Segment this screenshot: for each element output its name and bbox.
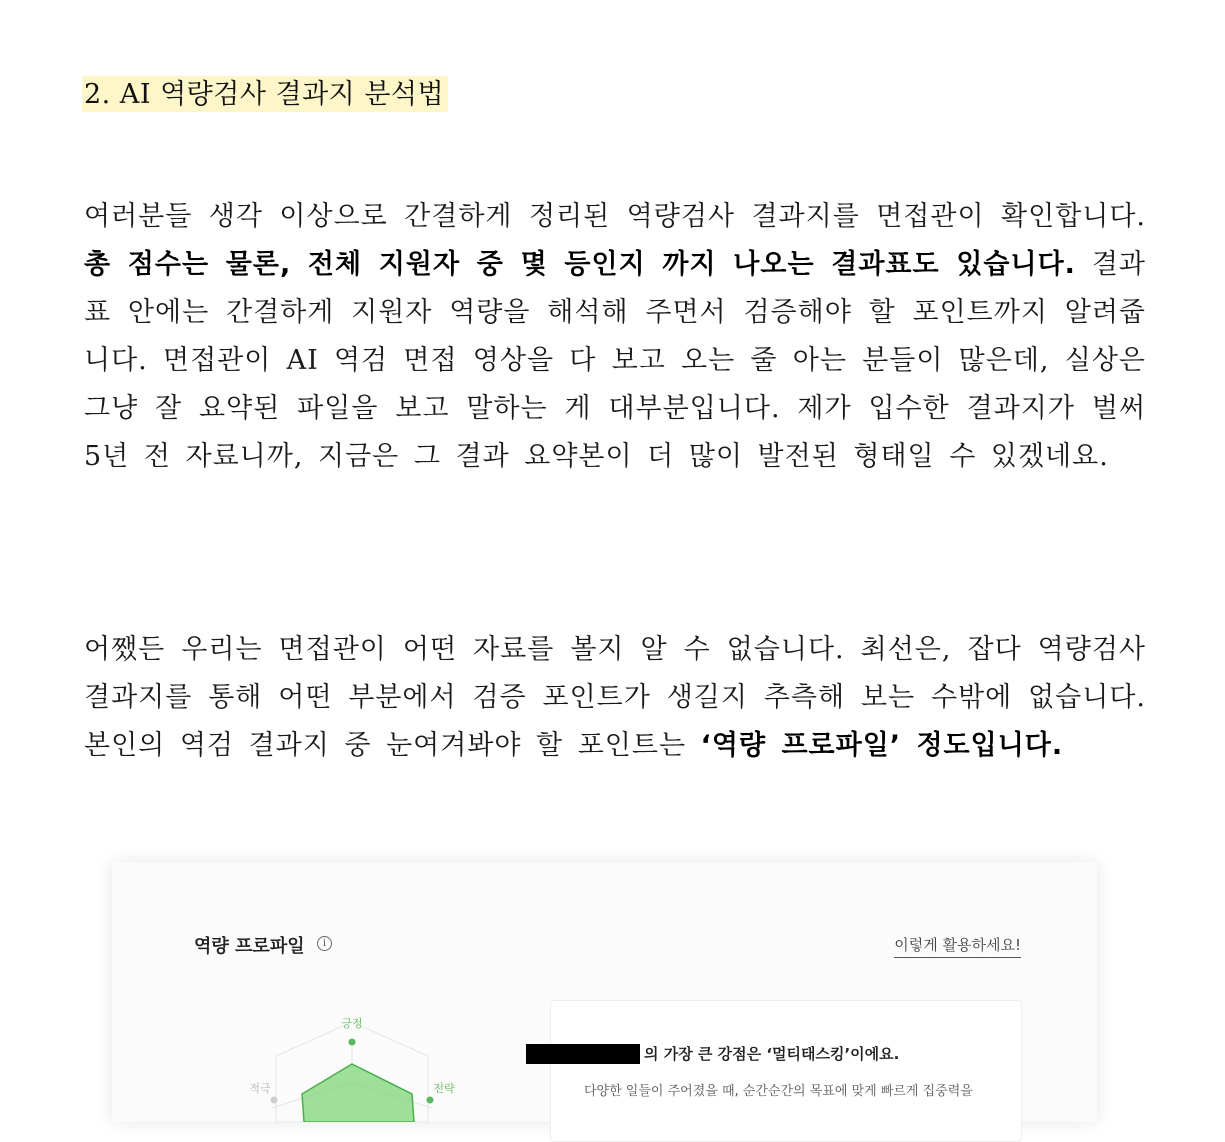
info-icon[interactable]: i	[317, 936, 332, 951]
strength-panel	[550, 1000, 1022, 1142]
paragraph-bold-text: 총 점수는 물론, 전체 지원자 중 몇 등인지 까지 나오는 결과표도 있습니다.	[84, 249, 1076, 280]
card-title: 역량 프로파일	[194, 936, 305, 957]
strength-text: 의 가장 큰 강점은 ‘멀티태스킹’이에요.	[644, 1045, 900, 1063]
paragraph-text: 결과표 안에는 간결하게 지원자 역량을 해석해 주면서 검증해야 할 포인트까지 알려줍니다. 면접관이 AI 역검 면접 영상을 다 보고 오는 줄 아는 분들이 많은데, 실상은 그냥 잘 요약된 파일을 보고 말하는 게 대부분입니다. 제가 입수한 결과지가 벌써 5년 전 자료니까, 지금은 그 결과 요약본이 더 많이 발전된 형태일 수 있겠네요.	[84, 249, 1146, 472]
competency-profile-card	[112, 862, 1097, 1122]
radar-area	[302, 1064, 414, 1122]
radar-point-top	[349, 1039, 356, 1046]
radar-point-left	[271, 1097, 278, 1104]
radar-point-right	[427, 1097, 434, 1104]
paragraph-text: 어쨌든 우리는 면접관이 어떤 자료를 볼지 알 수 없습니다. 최선은, 잡다 역량검사 결과지를 통해 어떤 부분에서 검증 포인트가 생길지 추측해 보는 수밖에 없습니다. 본인의 역검 결과지 중 눈여겨봐야 할 포인트는	[84, 634, 1146, 761]
how-to-use-link[interactable]: 이렇게 활용하세요!	[894, 934, 1021, 958]
paragraph-text: 여러분들 생각 이상으로 간결하게 정리된 역량검사 결과지를 면접관이 확인합니다.	[84, 201, 1146, 232]
paragraph-result-summary	[84, 193, 1146, 481]
radar-label-right: 전략	[433, 1082, 455, 1095]
paragraph-bold-text: ‘역량 프로파일’ 정도입니다.	[700, 730, 1064, 761]
radar-label-left: 적극	[249, 1082, 271, 1095]
paragraph-profile-point	[84, 626, 1146, 770]
redacted-name	[526, 1044, 640, 1064]
radar-label-top: 긍정	[341, 1017, 363, 1030]
section-heading: 2. AI 역량검사 결과지 분석법	[82, 76, 448, 112]
radar-chart	[232, 1002, 472, 1122]
strength-description: 다양한 일들이 주어졌을 때, 순간순간의 목표에 맞게 빠르게 집중력을	[584, 1084, 973, 1099]
